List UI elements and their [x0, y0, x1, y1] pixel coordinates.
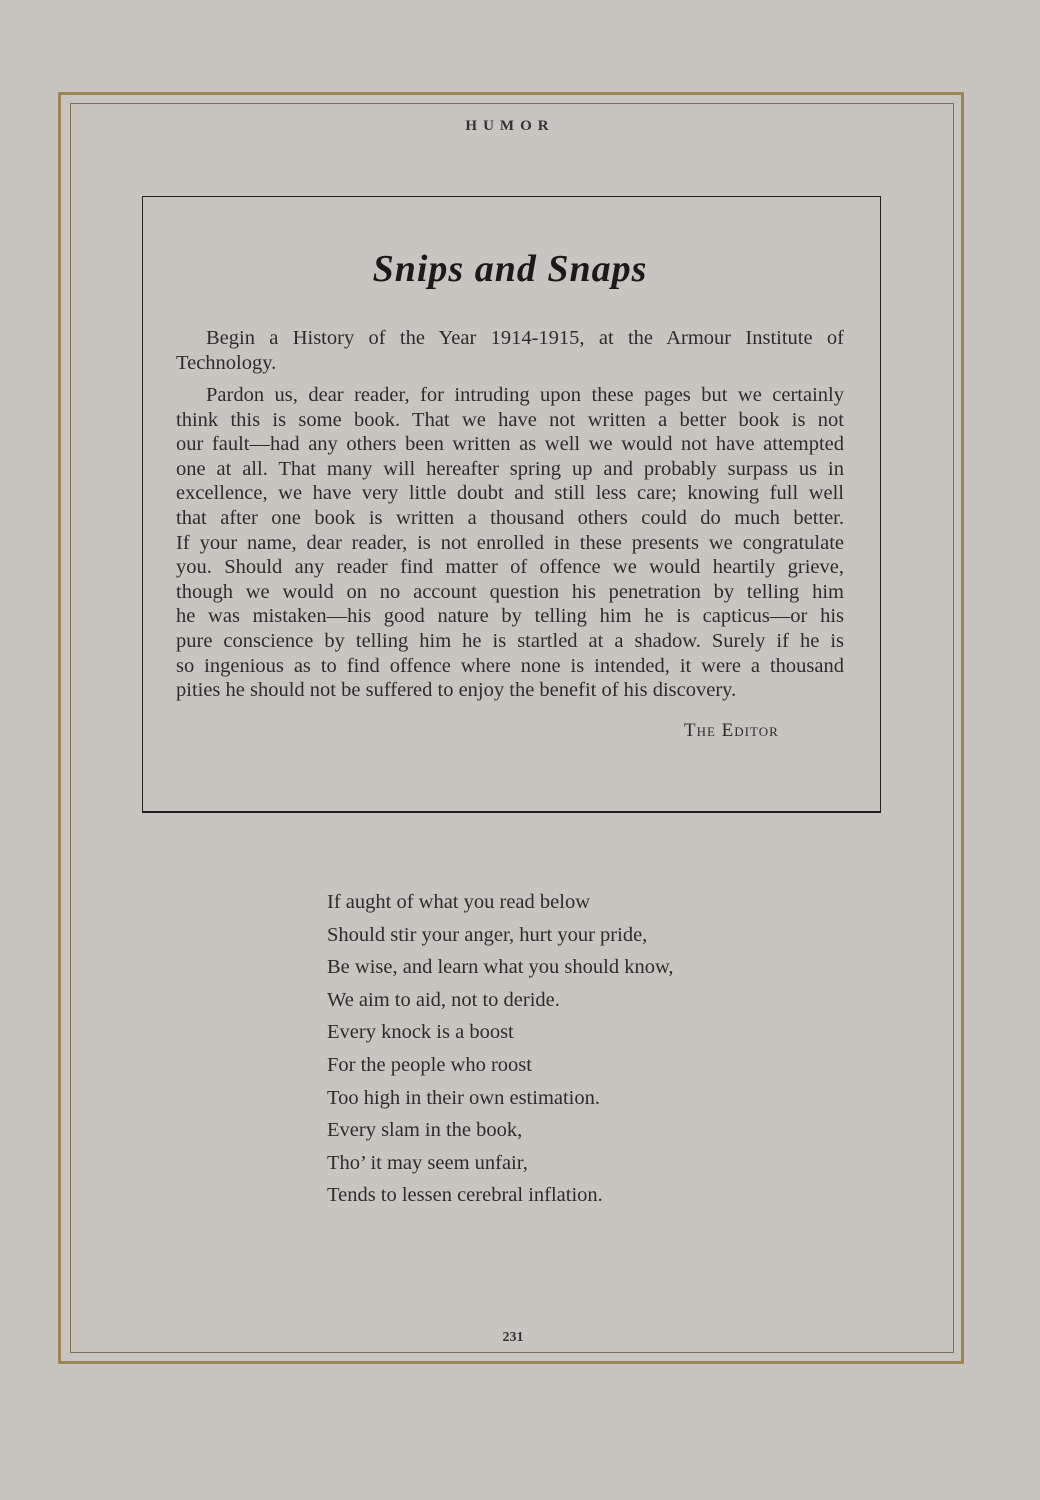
poem-line: Every slam in the book, [327, 1119, 523, 1142]
poem-line: For the people who roost [327, 1053, 532, 1076]
page-number: 231 [502, 1330, 524, 1345]
poem-line: Every knock is a boost [327, 1021, 514, 1044]
poem-line: We aim to aid, not to deride. [327, 988, 560, 1011]
poem-line: Too high in their own estimation. [327, 1086, 601, 1109]
text-line: Begin a History of the Year 1914-1915, at the Armour Institute of [206, 327, 844, 349]
signature: The Editor [684, 720, 779, 741]
poem-line: If aught of what you read below [327, 891, 590, 913]
text-line: pities he should not be suffered to enjoy the benefit of his discovery. [176, 679, 737, 702]
poem-line: Tends to lessen cerebral inflation. [327, 1184, 603, 1207]
body-paragraph [176, 383, 844, 703]
text-line: excellence, we have very little doubt and still less care; knowing full well [176, 482, 844, 505]
text-line: though we would on no account question his penetration by telling him [176, 580, 844, 603]
poem [327, 886, 674, 1212]
poem-line: Should stir your anger, hurt your pride, [327, 923, 648, 946]
text-line: our fault—had any others been written as well we would not have attempted [176, 433, 844, 456]
text-line: pure conscience by telling him he is startled at a shadow. Surely if he is [176, 629, 844, 652]
intro-paragraph [176, 326, 844, 375]
section-header: HUMOR [465, 118, 555, 134]
poem-line: Tho’ it may seem unfair, [327, 1151, 528, 1174]
text-line: Technology. [176, 351, 277, 374]
text-line: that after one book is written a thousand others could do much better. [176, 506, 844, 529]
text-line: he was mistaken—his good nature by telling him he is capticus—or his [176, 605, 844, 628]
text-line: think this is some book. That we have not written a better book is not [176, 408, 844, 431]
text-line: Pardon us, dear reader, for intruding upon these pages but we certainly [206, 384, 844, 406]
poem-line: Be wise, and learn what you should know, [327, 956, 674, 979]
text-line: so ingenious as to find offence where none is intended, it were a thousand [176, 654, 844, 677]
text-line: one at all. That many will hereafter spring up and probably surpass us in [176, 457, 844, 480]
page-title: Snips and Snaps [372, 248, 648, 290]
text-line: you. Should any reader find matter of offence we would heartily grieve, [176, 556, 844, 579]
text-line: If your name, dear reader, is not enrolled in these presents we congratulate [176, 531, 844, 554]
